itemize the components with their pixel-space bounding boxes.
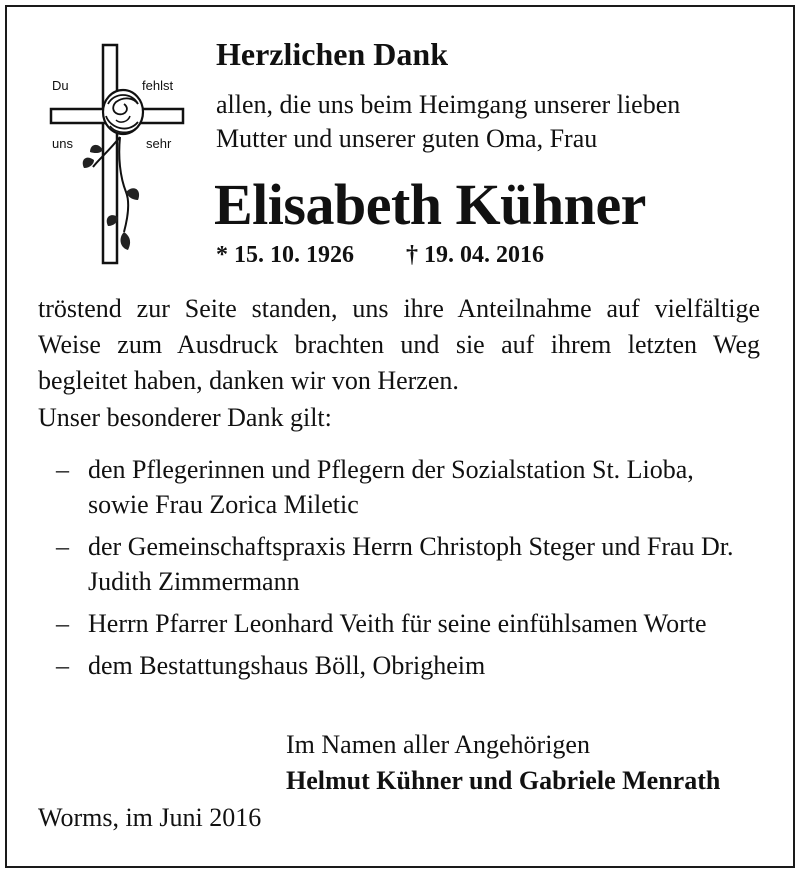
deceased-name: Elisabeth Kühner: [214, 172, 646, 237]
list-item: [38, 452, 760, 522]
thanks-list: [38, 452, 760, 690]
life-dates: [216, 242, 544, 269]
dash-bullet: –: [56, 455, 69, 484]
dash-bullet: –: [56, 532, 69, 561]
list-item-text: dem Bestattungshaus Böll, Obrigheim: [88, 651, 486, 680]
signature-intro: Im Namen aller Angehörigen: [286, 730, 590, 759]
death-date: † 19. 04. 2016: [406, 242, 544, 268]
emblem-text-uns: uns: [52, 136, 73, 151]
cross-rose-icon: [48, 42, 188, 268]
emblem-text-fehlst: fehlst: [142, 78, 174, 93]
emblem-text-du: Du: [52, 78, 69, 93]
gratitude-paragraph: tröstend zur Seite standen, uns ihre Anteilnahme auf vielfältige Weise zum Ausdruck brachten und sie auf ihrem letzten Weg begleitet haben, danken wir von Herzen.: [38, 294, 760, 395]
list-item-text: den Pflegerinnen und Pflegern der Sozialstation St. Lioba, sowie Frau Zorica Miletic: [88, 455, 694, 519]
thanks-heading: Unser besonderer Dank gilt:: [38, 403, 332, 432]
list-item: [38, 606, 760, 641]
dash-bullet: –: [56, 609, 69, 638]
emblem-text-sehr: sehr: [146, 136, 172, 151]
birth-date: * 15. 10. 1926: [216, 242, 354, 268]
intro-text: [216, 88, 680, 156]
list-item: [38, 529, 760, 599]
place-and-date: Worms, im Juni 2016: [38, 803, 262, 832]
list-item: [38, 648, 760, 683]
list-item-text: Herrn Pfarrer Leonhard Veith für seine einfühlsamen Worte: [88, 609, 707, 638]
intro-line: allen, die uns beim Heimgang unserer lieben: [216, 90, 681, 119]
dash-bullet: –: [56, 651, 69, 680]
cross-with-rose-emblem: [48, 42, 188, 268]
notice-heading: Herzlichen Dank: [216, 36, 448, 72]
signature-names: Helmut Kühner und Gabriele Menrath: [286, 766, 721, 795]
list-item-text: der Gemeinschaftspraxis Herrn Christoph Steger und Frau Dr. Judith Zimmermann: [88, 532, 734, 596]
intro-line: Mutter und unserer guten Oma, Frau: [216, 124, 598, 153]
